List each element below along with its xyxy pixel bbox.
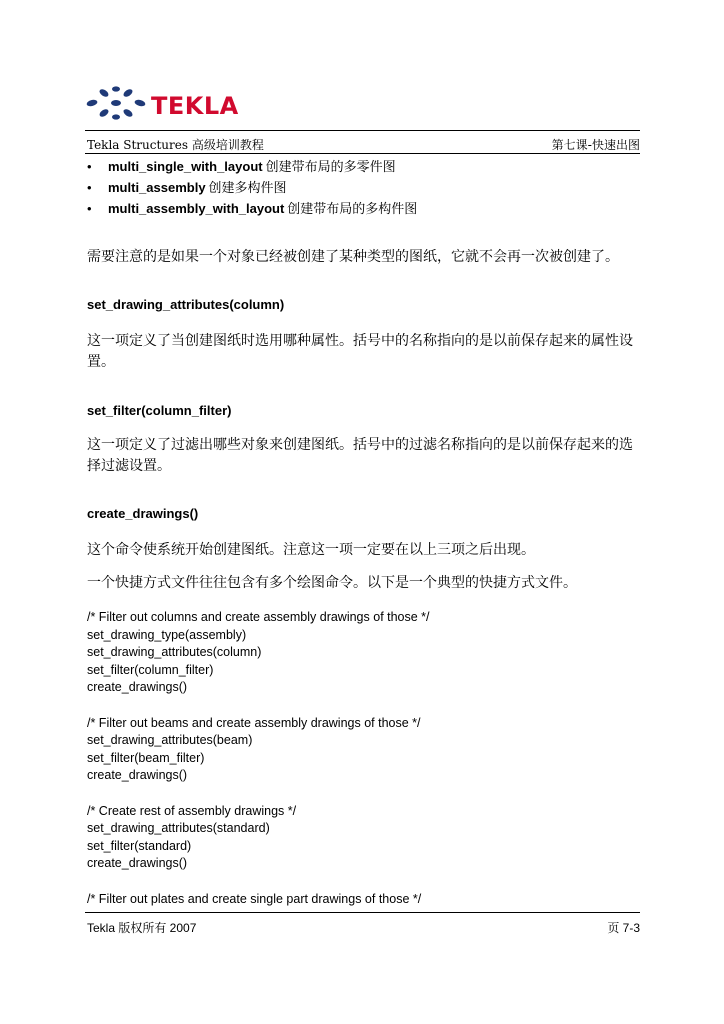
shortcut-file-listing xyxy=(87,609,430,908)
code-line: set_drawing_attributes(standard) xyxy=(87,821,270,836)
code-blank-line xyxy=(87,785,430,803)
intro-paragraph: 一个快捷方式文件往往包含有多个绘图命令。以下是一个典型的快捷方式文件。 xyxy=(87,575,577,591)
code-line: create_drawings() xyxy=(87,856,188,871)
section-heading: set_filter(column_filter) xyxy=(87,403,232,418)
bullet-command: multi_single_with_layout xyxy=(108,159,263,174)
logo-wordmark: TEKLA xyxy=(151,92,239,120)
header-doc-title: Tekla Structures 高级培训教程 xyxy=(87,138,264,152)
bullet-description: 创建带布局的多零件图 xyxy=(265,160,396,175)
code-line: /* Create rest of assembly drawings */ xyxy=(87,803,297,818)
header-chapter-title: 第七课-快速出图 xyxy=(551,138,640,152)
code-line: set_drawing_type(assembly) xyxy=(87,627,247,642)
section-heading: set_drawing_attributes(column) xyxy=(87,297,285,312)
list-item xyxy=(85,177,417,198)
code-line: set_filter(standard) xyxy=(87,838,192,853)
code-line: set_drawing_attributes(beam) xyxy=(87,733,253,748)
code-line: create_drawings() xyxy=(87,768,188,783)
section-paragraph: 这个命令使系统开始创建图纸。注意这一项一定要在以上三项之后出现。 xyxy=(87,542,535,558)
code-line: set_filter(beam_filter) xyxy=(87,750,205,765)
code-blank-line xyxy=(87,697,430,715)
bullet-command: multi_assembly xyxy=(108,180,206,195)
footer-rule xyxy=(85,912,640,913)
command-bullet-list xyxy=(85,156,417,219)
bullet-description: 创建多构件图 xyxy=(208,181,287,196)
code-blank-line xyxy=(87,873,430,891)
section-paragraph: 这一项定义了过滤出哪些对象来创建图纸。括号中的过滤名称指向的是以前保存起来的选择过滤设置。 xyxy=(87,437,633,474)
code-line: /* Filter out columns and create assembly drawings of those */ xyxy=(87,610,430,624)
code-line: /* Filter out beams and create assembly drawings of those */ xyxy=(87,715,421,730)
header-top-rule xyxy=(85,130,640,131)
footer-copyright: Tekla 版权所有 2007 xyxy=(87,921,197,935)
tekla-logo xyxy=(85,85,239,121)
section-paragraph: 这一项定义了当创建图纸时选用哪种属性。括号中的名称指向的是以前保存起来的属性设置。 xyxy=(87,333,633,370)
code-line: /* Filter out plates and create single part drawings of those */ xyxy=(87,891,422,906)
code-line: create_drawings() xyxy=(87,680,188,695)
bullet-description: 创建带布局的多构件图 xyxy=(287,202,418,217)
section-heading: create_drawings() xyxy=(87,506,199,521)
code-line: set_drawing_attributes(column) xyxy=(87,645,262,660)
code-line: set_filter(column_filter) xyxy=(87,662,214,677)
bullet-command: multi_assembly_with_layout xyxy=(108,201,285,216)
header-bottom-rule xyxy=(85,153,640,154)
list-item xyxy=(85,198,417,219)
tekla-logo-icon xyxy=(85,85,147,121)
note-paragraph: 需要注意的是如果一个对象已经被创建了某种类型的图纸，它就不会再一次被创建了。 xyxy=(87,249,619,265)
page-number: 页 7-3 xyxy=(607,921,640,935)
list-item xyxy=(85,156,417,177)
